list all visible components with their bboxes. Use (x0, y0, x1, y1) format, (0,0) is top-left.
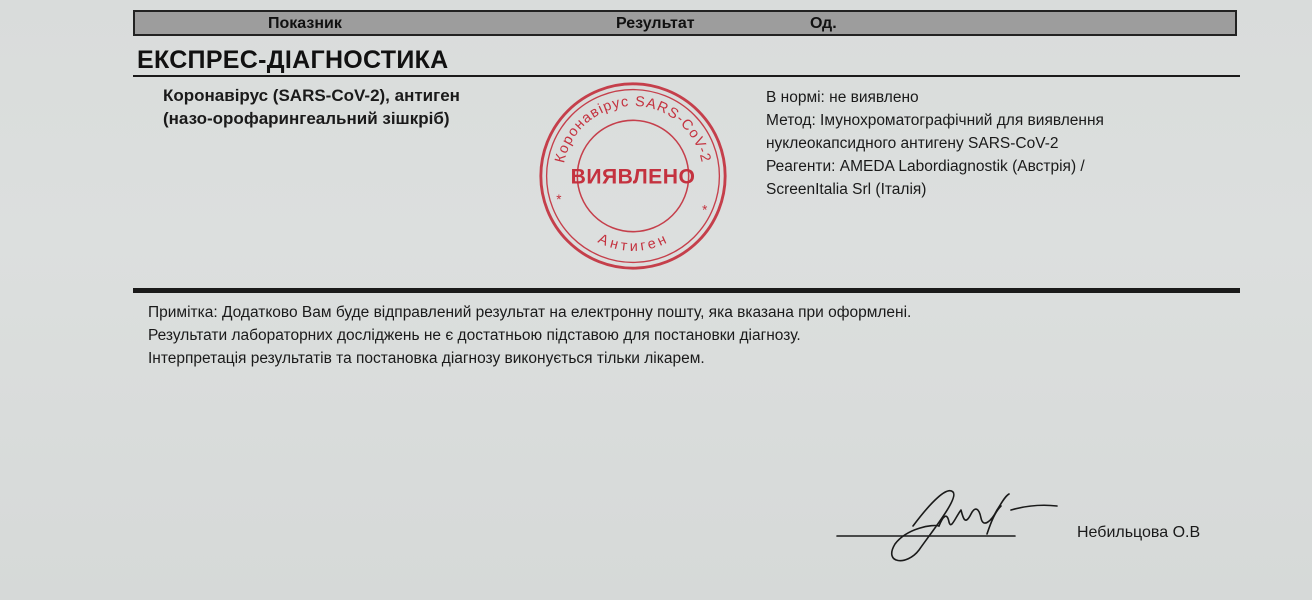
column-header-unit: Од. (810, 15, 837, 32)
note-line2: Результати лабораторних досліджень не є достатньою підставою для постановки діагнозу. (148, 327, 801, 344)
column-header-result: Результат (616, 15, 695, 32)
section-title: ЕКСПРЕС-ДІАГНОСТИКА (137, 46, 449, 74)
reagents-line1: Реагенти: AMEDA Labordiagnostik (Австрія) / (766, 158, 1085, 175)
signer-name: Небильцова О.В (1077, 524, 1201, 541)
method-line2: нуклеокапсидного антигену SARS-CoV-2 (766, 135, 1059, 152)
note (148, 301, 911, 370)
footer-divider (133, 288, 1240, 293)
column-header-indicator: Показник (268, 15, 342, 32)
test-name-line2: (назо-орофарингеальний зішкріб) (163, 109, 450, 128)
result-stamp (537, 80, 729, 272)
note-line1: Примітка: Додатково Вам буде відправлений результат на електронну пошту, яка вказана при оформлені. (148, 304, 912, 321)
section-divider (133, 75, 1240, 77)
table-header (133, 10, 1237, 36)
reagents-line2: ScreenItalia Srl (Італія) (766, 181, 927, 198)
stamp-center-text: ВИЯВЛЕНО (570, 165, 696, 189)
stamp-star-right: * (702, 202, 708, 218)
stamp-bottom-text: Антиген (595, 230, 671, 255)
signature (835, 478, 1065, 570)
reference-norm: В нормі: не виявлено (766, 89, 919, 106)
test-name-line1: Коронавірус (SARS-CoV-2), антиген (163, 86, 460, 105)
test-name (163, 84, 460, 130)
result-details (766, 86, 1104, 201)
stamp-top-text: Коронавірус SARS-CoV-2 (552, 93, 714, 165)
stamp-star-left: * (556, 191, 562, 207)
method-line1: Метод: Імунохроматографічний для виявлення (766, 112, 1104, 129)
note-line3: Інтерпретація результатів та постановка діагнозу виконується тільки лікарем. (148, 350, 705, 367)
